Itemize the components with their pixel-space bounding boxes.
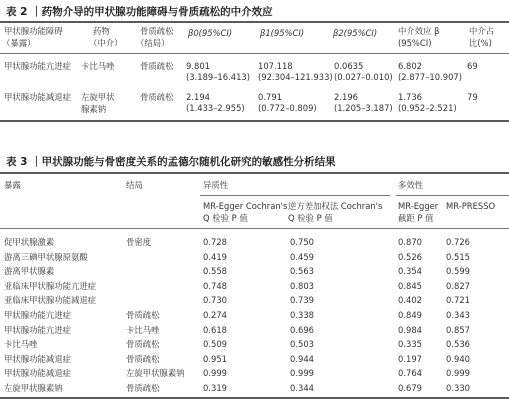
t3-row9-ivw-q: 0.944 [290, 354, 314, 364]
t2-row2-outcome: 骨质疏松 [140, 92, 174, 102]
t3-row3-presso: 0.599 [446, 266, 470, 276]
t3-row8-presso: 0.536 [446, 339, 470, 349]
t3-header-egger-intercept: MR-Egger [398, 201, 439, 211]
t3-row9-egger-q: 0.951 [203, 354, 227, 364]
t2-row2-b0: 2.194 [186, 92, 210, 102]
t3-row10-exposure: 甲状腺功能减退症 [4, 368, 71, 378]
t3-row8-exposure: 卡比马唑 [4, 339, 38, 349]
t2-row1-b2: 0.0635 [334, 61, 364, 71]
t2-row2-b2: 2.196 [334, 92, 358, 102]
t3-row4-exposure: 亚临床甲状腺功能亢进症 [4, 281, 97, 291]
t3-row3-intercept: 0.354 [398, 266, 422, 276]
t2-header-mediation: 中介效应 β [398, 26, 440, 36]
t3-pleiotropy-rule [396, 195, 509, 196]
t3-row7-outcome: 卡比马唑 [126, 325, 160, 335]
t3-row2-exposure: 游离三碘甲状腺原氨酸 [4, 252, 88, 262]
t3-row5-presso: 0.721 [446, 295, 470, 305]
t3-row4-presso: 0.827 [446, 281, 470, 291]
t3-row4-ivw-q: 0.803 [290, 281, 314, 291]
t2-header-drug: 药物 [93, 26, 110, 36]
t2-row1-mediation-ci: (2.877–10.907) [398, 72, 463, 82]
t3-header-exposure: 暴露 [4, 180, 21, 190]
t3-row2-egger-q: 0.419 [203, 252, 227, 262]
t3-row10-presso: 0.999 [446, 368, 470, 378]
t3-row1-ivw-q: 0.750 [290, 237, 314, 247]
t2-header-outcome-sub: （结局） [136, 38, 170, 48]
t3-row5-exposure: 亚临床甲状腺功能减退症 [4, 295, 97, 305]
table2-top-rule [0, 21, 509, 23]
t2-row2-b1: 0.791 [258, 92, 282, 102]
t3-row4-egger-q: 0.748 [203, 281, 227, 291]
t3-row8-egger-q: 0.509 [203, 339, 227, 349]
t3-header-egger-q-sub: Q 检验 P 值 [203, 213, 248, 223]
t3-header-pleiotropy: 多效性 [398, 180, 424, 190]
t3-header-egger-q: MR-Egger Cochran's [203, 201, 288, 211]
t3-row5-intercept: 0.402 [398, 295, 422, 305]
table3-title: 表 3 ｜甲状腺功能与骨密度关系的孟德尔随机化研究的敏感性分析结果 [6, 156, 336, 168]
table3-header-rule [0, 228, 509, 229]
t3-row6-egger-q: 0.274 [203, 310, 227, 320]
t2-row2-b1-ci: (0.772–0.809) [258, 103, 317, 113]
t3-row11-exposure: 左旋甲状腺素钠 [4, 383, 63, 393]
t3-row11-outcome: 骨质疏松 [126, 383, 160, 393]
t3-row1-outcome: 骨密度 [126, 237, 152, 247]
t2-row1-b0: 9.801 [186, 61, 210, 71]
table3-top-rule [0, 172, 509, 174]
t2-row1-b2-ci: (0.027–0.010) [334, 72, 393, 82]
t3-row3-exposure: 游离甲状腺素 [4, 266, 55, 276]
t3-header-outcome: 结局 [126, 180, 143, 190]
t3-row11-intercept: 0.679 [398, 383, 422, 393]
table2-bottom-rule [0, 120, 509, 122]
t3-row3-egger-q: 0.558 [203, 266, 227, 276]
t2-row2-drug-line2: 腺素钠 [81, 104, 107, 114]
t3-row2-ivw-q: 0.459 [290, 252, 314, 262]
t3-row8-outcome: 骨质疏松 [126, 339, 160, 349]
t3-row10-outcome: 左旋甲状腺素钠 [126, 368, 185, 378]
t2-header-b0: β0(95%CI) [188, 28, 233, 38]
t3-row9-exposure: 甲状腺功能减退症 [4, 354, 71, 364]
t3-row6-presso: 0.343 [446, 310, 470, 320]
t2-header-b1: β1(95%CI) [260, 28, 305, 38]
t2-header-exposure: 甲状腺功能障碍 [4, 26, 63, 36]
t3-row2-presso: 0.515 [446, 252, 470, 262]
t3-row7-exposure: 甲状腺功能亢进症 [4, 325, 71, 335]
t3-header-egger-intercept-sub: 截距 P 值 [398, 213, 434, 223]
t3-row5-ivw-q: 0.739 [290, 295, 314, 305]
table2-title: 表 2 ｜药物介导的甲状腺功能障碍与骨质疏松的中介效应 [6, 6, 273, 18]
t3-row7-ivw-q: 0.696 [290, 325, 314, 335]
t2-row2-b2-ci: (1.205–3.187) [334, 103, 393, 113]
t2-row2-drug: 左旋甲状 [81, 92, 115, 102]
t2-header-b2: β2(95%CI) [333, 28, 378, 38]
t3-row11-ivw-q: 0.344 [290, 383, 314, 393]
table2-header-rule [0, 53, 509, 54]
t3-row9-presso: 0.940 [446, 354, 470, 364]
t3-row9-intercept: 0.197 [398, 354, 422, 364]
t3-row7-intercept: 0.984 [398, 325, 422, 335]
t3-row11-presso: 0.330 [446, 383, 470, 393]
t2-header-exposure-sub: （暴露） [2, 38, 36, 48]
t3-header-ivw-q: 逆方差加权法 Cochran's [288, 201, 383, 211]
t2-header-mediation-ci: (95%CI) [398, 38, 432, 48]
t3-row5-egger-q: 0.730 [203, 295, 227, 305]
t2-row1-proportion: 69 [467, 61, 478, 71]
t3-row9-outcome: 骨质疏松 [126, 354, 160, 364]
t2-row1-exposure: 甲状腺功能亢进症 [4, 61, 71, 71]
t2-header-outcome: 骨质疏松 [140, 26, 174, 36]
t3-row1-exposure: 促甲状腺激素 [4, 237, 55, 247]
t3-row6-exposure: 甲状腺功能亢进症 [4, 310, 71, 320]
t3-row2-intercept: 0.526 [398, 252, 422, 262]
t3-header-presso: MR-PRESSO [446, 201, 496, 211]
t3-row10-intercept: 0.764 [398, 368, 422, 378]
t2-row1-mediation: 6.802 [398, 61, 422, 71]
t3-row10-ivw-q: 0.999 [290, 368, 314, 378]
t2-row2-exposure: 甲状腺功能减退症 [4, 92, 71, 102]
t2-row1-b1-ci: (92.304–121.933) [258, 72, 333, 82]
t2-row2-b0-ci: (1.433–2.955) [186, 103, 245, 113]
t3-header-ivw-q-sub: Q 检验 P 值 [288, 213, 333, 223]
table3-bottom-rule [0, 397, 509, 399]
t2-row1-b0-ci: (3.189–16.413) [186, 72, 251, 82]
t3-row6-outcome: 骨质疏松 [126, 310, 160, 320]
t2-row2-proportion: 79 [467, 92, 478, 102]
t3-row7-egger-q: 0.618 [203, 325, 227, 335]
t2-row2-mediation-ci: (0.952–2.521) [398, 103, 457, 113]
t3-row3-ivw-q: 0.563 [290, 266, 314, 276]
t3-row8-intercept: 0.335 [398, 339, 422, 349]
t3-row6-ivw-q: 0.338 [290, 310, 314, 320]
t2-row1-outcome: 骨质疏松 [140, 61, 174, 71]
t2-row1-drug: 卡比马唑 [81, 61, 115, 71]
t3-row4-intercept: 0.845 [398, 281, 422, 291]
t3-row10-egger-q: 0.999 [203, 368, 227, 378]
t3-heterogeneity-rule [200, 195, 390, 196]
t3-row6-intercept: 0.849 [398, 310, 422, 320]
t3-row7-presso: 0.857 [446, 325, 470, 335]
t2-row2-mediation: 1.736 [398, 92, 422, 102]
t3-row11-egger-q: 0.319 [203, 383, 227, 393]
t3-row8-ivw-q: 0.503 [290, 339, 314, 349]
t2-row1-b1: 107.118 [258, 61, 293, 71]
t3-header-heterogeneity: 异质性 [203, 180, 229, 190]
t2-header-proportion-sub: 比(%) [469, 38, 492, 48]
t3-row1-presso: 0.726 [446, 237, 470, 247]
t3-row1-egger-q: 0.728 [203, 237, 227, 247]
t2-header-drug-sub: （中介） [89, 38, 123, 48]
t2-header-proportion: 中介占 [469, 26, 495, 36]
t3-row1-intercept: 0.870 [398, 237, 422, 247]
